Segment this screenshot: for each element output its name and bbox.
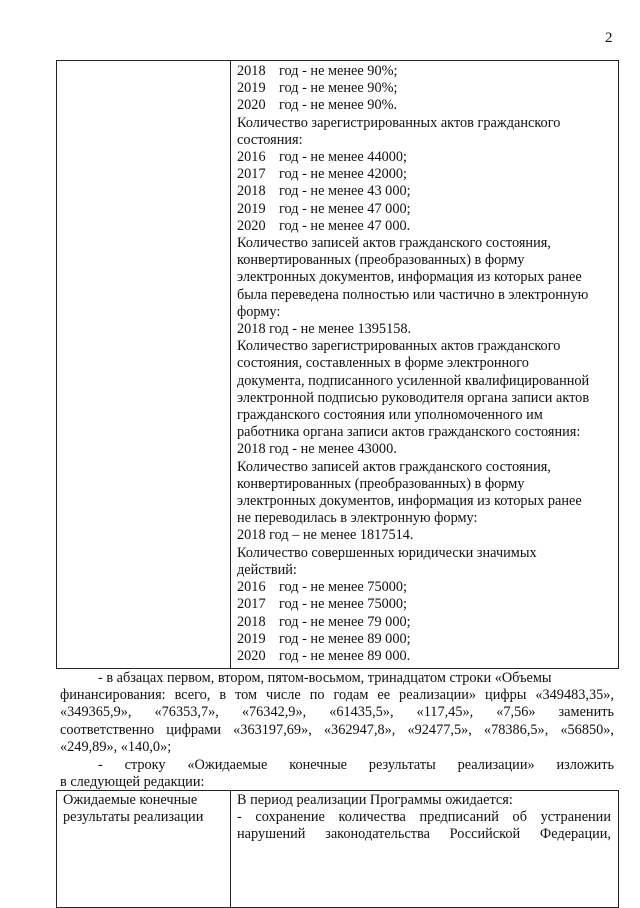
target-year-line — [237, 166, 615, 183]
target-year: 2016 — [237, 579, 266, 596]
target-value: год - не менее 47 000. — [279, 217, 411, 234]
target-year-line — [237, 183, 615, 200]
paragraph-line: финансирования: всего, в том числе по годам ее реализации» цифры «349483,35», — [60, 687, 614, 704]
target-year: 2020 — [237, 647, 266, 664]
target-year-line — [237, 149, 615, 166]
target-text-line: была переведена полностью или частично в электронную — [237, 286, 589, 303]
target-year-line — [237, 80, 615, 97]
expected-results-table — [56, 790, 619, 908]
cell-line: результаты реализации — [63, 809, 204, 826]
cell-line: В период реализации Программы ожидается: — [237, 792, 513, 808]
paragraph-line: - строку «Ожидаемые конечные результаты реализации» изложить — [98, 757, 614, 773]
target-text-line: электронных документов, информация из которых ранее — [237, 269, 582, 286]
target-text-line: 2018 год – не менее 1817514. — [237, 527, 414, 544]
paragraph-line: «349365,9», «76353,7», «76342,9», «61435,5», «117,45», «7,56» заменить — [60, 704, 614, 721]
target-text-line: форму: — [237, 303, 281, 320]
paragraph-line: соответственно цифрами «363197,69», «362947,8», «92477,5», «78386,5», «56850», — [60, 721, 614, 738]
target-text-line: действий: — [237, 561, 297, 578]
target-year-line — [237, 648, 615, 665]
table-column-divider — [230, 791, 231, 907]
paragraph-line: - в абзацах первом, втором, пятом-восьмом, тринадцатом строки «Объемы — [98, 670, 552, 686]
target-year: 2019 — [237, 630, 266, 647]
target-text-line: Количество зарегистрированных актов гражданского — [237, 338, 561, 355]
cell-line: нарушений законодательства Российской Федерации, — [237, 826, 611, 843]
target-text-line: конвертированных (преобразованных) в форму — [237, 475, 525, 492]
target-text-line: 2018 год - не менее 1395158. — [237, 321, 412, 338]
targets-table — [56, 60, 619, 669]
target-text-line: документа, подписанного усиленной квалифицированной — [237, 372, 590, 389]
target-year: 2018 — [237, 63, 266, 79]
target-year: 2019 — [237, 200, 266, 217]
cell-line: Ожидаемые конечные — [63, 792, 198, 808]
target-year: 2020 — [237, 97, 266, 114]
target-year-line — [237, 218, 615, 235]
target-text-line: Количество совершенных юридически значимых — [237, 544, 537, 561]
target-year-line — [237, 596, 615, 613]
target-text-line: Количество записей актов гражданского состояния, — [237, 458, 551, 475]
target-value: год - не менее 89 000; — [279, 630, 411, 647]
target-text-line: 2018 год - не менее 43000. — [237, 441, 397, 458]
page-number: 2 — [605, 30, 613, 46]
target-year: 2017 — [237, 596, 266, 613]
target-year: 2017 — [237, 166, 266, 183]
target-year: 2019 — [237, 80, 266, 97]
target-year: 2016 — [237, 149, 266, 166]
target-value: год - не менее 79 000; — [279, 613, 411, 630]
target-value: год - не менее 44000; — [279, 149, 408, 166]
target-text-line: состояния, составленных в форме электронного — [237, 355, 529, 372]
cell-line: - сохранение количества предписаний об устранении — [237, 809, 611, 826]
target-value: год - не менее 90%; — [279, 80, 398, 97]
amendment-paragraph-financing — [60, 670, 614, 756]
paragraph-line: «249,89», «140,0»; — [60, 738, 172, 755]
target-year-line — [237, 614, 615, 631]
target-text-line: состояния: — [237, 131, 303, 148]
target-year-line — [237, 97, 615, 114]
target-year: 2018 — [237, 613, 266, 630]
target-value: год - не менее 47 000; — [279, 200, 411, 217]
target-value: год - не менее 43 000; — [279, 183, 411, 200]
target-year: 2018 — [237, 183, 266, 200]
target-year-line — [237, 631, 615, 648]
target-text-line: Количество записей актов гражданского состояния, — [237, 235, 551, 252]
target-text-line: Количество зарегистрированных актов гражданского — [237, 114, 561, 131]
target-value: год - не менее 90%. — [279, 97, 398, 114]
paragraph-line: в следующей редакции: — [60, 774, 205, 791]
target-value: год - не менее 89 000. — [279, 647, 411, 664]
target-text-line: гражданского состояния или уполномоченного им — [237, 407, 543, 424]
target-text-line: работника органа записи актов гражданского состояния: — [237, 424, 581, 441]
target-text-line: не переводилась в электронную форму: — [237, 510, 478, 527]
targets-cell — [237, 63, 615, 665]
target-value: год - не менее 75000; — [279, 596, 408, 613]
results-content-cell — [237, 792, 611, 844]
target-year: 2020 — [237, 217, 266, 234]
target-value: год - не менее 75000; — [279, 579, 408, 596]
target-text-line: электронной подписью руководителя органа записи актов — [237, 389, 590, 406]
target-value: год - не менее 90%; — [279, 63, 398, 79]
table-column-divider — [230, 61, 231, 668]
target-text-line: электронных документов, информация из которых ранее — [237, 493, 582, 510]
target-value: год - не менее 42000; — [279, 166, 408, 183]
target-text-line: конвертированных (преобразованных) в форму — [237, 252, 525, 269]
results-label-cell — [63, 792, 223, 826]
amendment-paragraph-results — [60, 757, 614, 791]
target-year-line — [237, 579, 615, 596]
target-year-line — [237, 63, 615, 80]
target-year-line — [237, 201, 615, 218]
